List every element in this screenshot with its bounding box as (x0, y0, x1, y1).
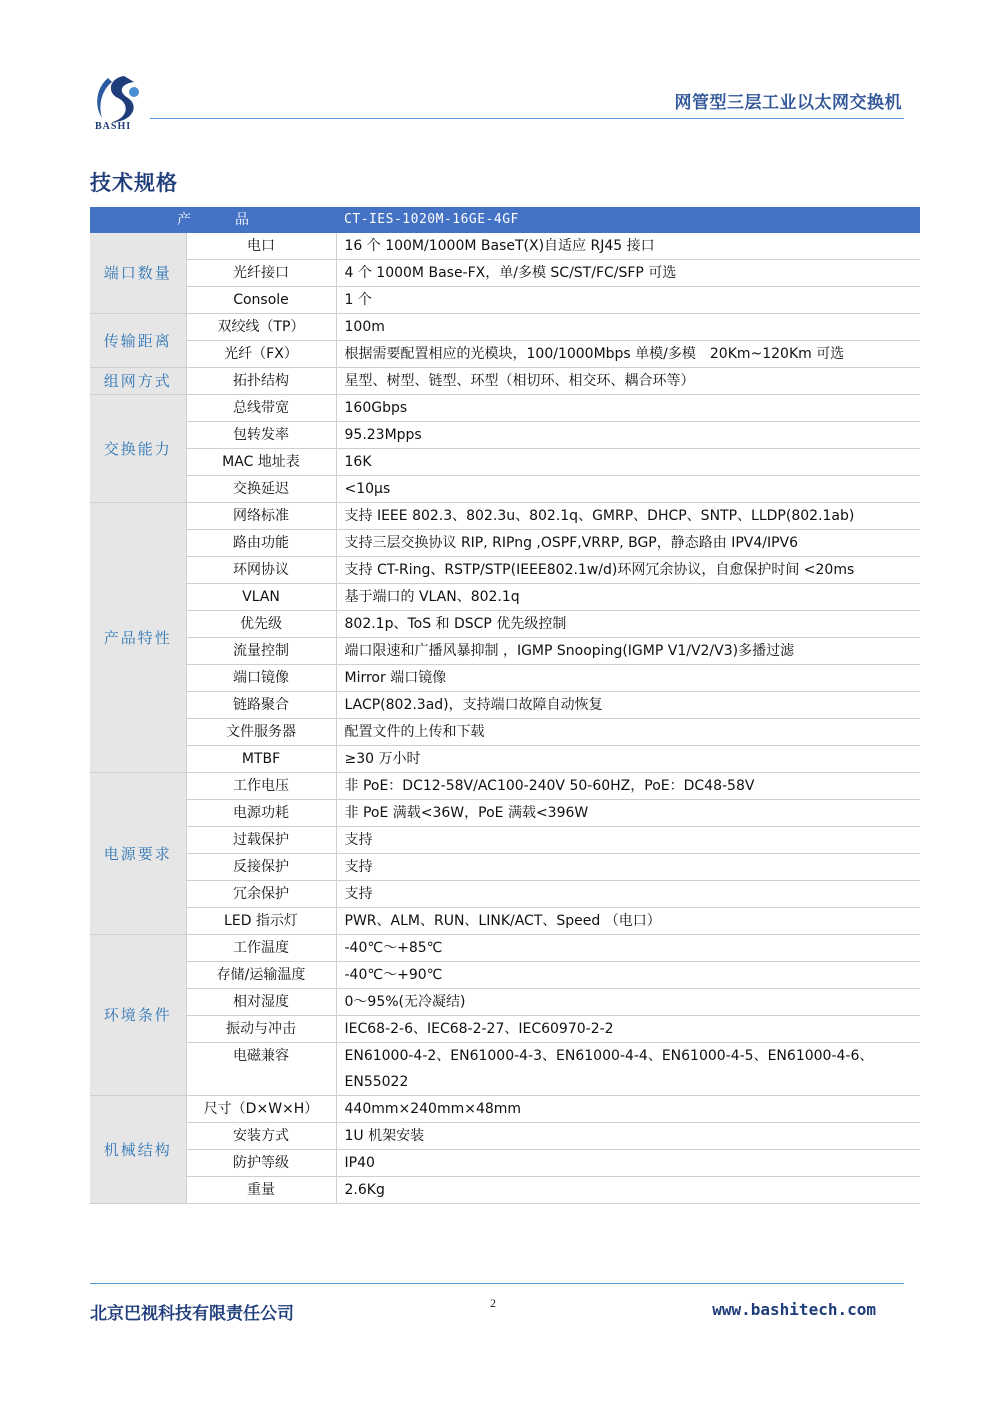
table-row (90, 800, 920, 827)
category-cell: 机械结构 (90, 1096, 186, 1204)
table-header-row (90, 207, 920, 233)
spec-value-cell: -40℃～+85℃ (336, 935, 920, 962)
footer-divider (90, 1283, 904, 1284)
spec-value-cell: 非 PoE：DC12-58V/AC100-240V 50-60HZ，PoE：DC48-58V (336, 773, 920, 800)
table-row (90, 908, 920, 935)
spec-item-cell: 端口镜像 (186, 665, 336, 692)
category-cell: 端口数量 (90, 233, 186, 314)
spec-item-cell: 冗余保护 (186, 881, 336, 908)
spec-value-cell: 440mm×240mm×48mm (336, 1096, 920, 1123)
table-row (90, 638, 920, 665)
table-row (90, 962, 920, 989)
table-row (90, 881, 920, 908)
spec-item-cell: 交换延迟 (186, 476, 336, 503)
spec-item-cell: 拓扑结构 (186, 368, 336, 395)
table-row (90, 584, 920, 611)
category-cell: 电源要求 (90, 773, 186, 935)
table-row (90, 719, 920, 746)
spec-table (90, 207, 920, 1204)
spec-item-cell: 总线带宽 (186, 395, 336, 422)
table-row (90, 260, 920, 287)
spec-value-cell: 1 个 (336, 287, 920, 314)
section-title: 技术规格 (90, 171, 178, 195)
spec-value-cell: <10μs (336, 476, 920, 503)
spec-value-cell: 支持 (336, 827, 920, 854)
spec-item-cell: 网络标准 (186, 503, 336, 530)
table-row (90, 746, 920, 773)
product-label: 产品 (90, 207, 336, 233)
table-row (90, 395, 920, 422)
document-title: 网管型三层工业以太网交换机 (674, 93, 902, 113)
spec-value-cell: IP40 (336, 1150, 920, 1177)
spec-value-cell: ≥30 万小时 (336, 746, 920, 773)
category-cell: 产品特性 (90, 503, 186, 773)
spec-value-cell: 4 个 1000M Base-FX，单/多模 SC/ST/FC/SFP 可选 (336, 260, 920, 287)
spec-item-cell: 双绞线（TP） (186, 314, 336, 341)
spec-item-cell: VLAN (186, 584, 336, 611)
spec-item-cell: 安装方式 (186, 1123, 336, 1150)
header-divider (150, 118, 904, 119)
table-row (90, 827, 920, 854)
spec-value-cell: 16K (336, 449, 920, 476)
table-row (90, 665, 920, 692)
spec-item-cell: 重量 (186, 1177, 336, 1204)
spec-item-cell: 电磁兼容 (186, 1043, 336, 1096)
table-row (90, 341, 920, 368)
table-row (90, 368, 920, 395)
spec-value-cell: 16 个 100M/1000M BaseT(X)自适应 RJ45 接口 (336, 233, 920, 260)
category-cell: 环境条件 (90, 935, 186, 1096)
category-cell: 交换能力 (90, 395, 186, 503)
spec-item-cell: 包转发率 (186, 422, 336, 449)
spec-item-cell: 相对湿度 (186, 989, 336, 1016)
spec-value-cell: 支持 CT-Ring、RSTP/STP(IEEE802.1w/d)环网冗余协议，自愈保护时间 <20ms (336, 557, 920, 584)
spec-value-cell: 支持 (336, 854, 920, 881)
spec-value-cell: 根据需要配置相应的光模块，100/1000Mbps 单模/多模 20Km~120Km 可选 (336, 341, 920, 368)
spec-item-cell: 链路聚合 (186, 692, 336, 719)
table-row (90, 611, 920, 638)
spec-item-cell: 防护等级 (186, 1150, 336, 1177)
table-row (90, 314, 920, 341)
table-row (90, 287, 920, 314)
spec-value-cell: 0～95%(无冷凝结) (336, 989, 920, 1016)
spec-value-cell: Mirror 端口镜像 (336, 665, 920, 692)
spec-item-cell: 反接保护 (186, 854, 336, 881)
spec-item-cell: 电源功耗 (186, 800, 336, 827)
spec-item-cell: 光纤接口 (186, 260, 336, 287)
footer-url: www.bashitech.com (712, 1300, 876, 1319)
model-number: CT-IES-1020M-16GE-4GF (336, 207, 920, 233)
page-number: 2 (490, 1296, 496, 1310)
spec-item-cell: 光纤（FX） (186, 341, 336, 368)
spec-value-cell: 非 PoE 满载<36W，PoE 满载<396W (336, 800, 920, 827)
spec-item-cell: Console (186, 287, 336, 314)
spec-value-cell: 802.1p、ToS 和 DSCP 优先级控制 (336, 611, 920, 638)
logo-text: BASHI (95, 121, 132, 132)
table-row (90, 1043, 920, 1096)
spec-value-cell: 端口限速和广播风暴抑制 ，IGMP Snooping(IGMP V1/V2/V3)多播过滤 (336, 638, 920, 665)
table-row (90, 233, 920, 260)
spec-item-cell: 电口 (186, 233, 336, 260)
table-row (90, 476, 920, 503)
table-row (90, 503, 920, 530)
spec-item-cell: LED 指示灯 (186, 908, 336, 935)
spec-item-cell: 文件服务器 (186, 719, 336, 746)
spec-value-cell: 支持 IEEE 802.3、802.3u、802.1q、GMRP、DHCP、SNTP、LLDP(802.1ab) (336, 503, 920, 530)
spec-item-cell: 流量控制 (186, 638, 336, 665)
spec-value-cell: EN61000-4-2、EN61000-4-3、EN61000-4-4、EN61000-4-5、EN61000-4-6、EN55022 (336, 1043, 920, 1096)
table-row (90, 530, 920, 557)
table-row (90, 557, 920, 584)
table-row (90, 773, 920, 800)
spec-item-cell: 振动与冲击 (186, 1016, 336, 1043)
table-row (90, 1123, 920, 1150)
category-cell: 组网方式 (90, 368, 186, 395)
spec-item-cell: 路由功能 (186, 530, 336, 557)
table-row (90, 692, 920, 719)
spec-value-cell: 160Gbps (336, 395, 920, 422)
spec-value-cell: 配置文件的上传和下载 (336, 719, 920, 746)
spec-value-cell: 100m (336, 314, 920, 341)
spec-item-cell: 工作电压 (186, 773, 336, 800)
spec-item-cell: 存储/运输温度 (186, 962, 336, 989)
table-row (90, 989, 920, 1016)
table-row (90, 854, 920, 881)
spec-item-cell: MTBF (186, 746, 336, 773)
spec-value-cell: 基于端口的 VLAN、802.1q (336, 584, 920, 611)
table-row (90, 1096, 920, 1123)
spec-value-cell: 支持 (336, 881, 920, 908)
spec-item-cell: 环网协议 (186, 557, 336, 584)
table-row (90, 935, 920, 962)
spec-item-cell: 工作温度 (186, 935, 336, 962)
spec-item-cell: 过载保护 (186, 827, 336, 854)
spec-value-cell: 支持三层交换协议 RIP, RIPng ,OSPF,VRRP, BGP，静态路由 IPV4/IPV6 (336, 530, 920, 557)
table-row (90, 449, 920, 476)
spec-value-cell: 1U 机架安装 (336, 1123, 920, 1150)
spec-item-cell: 优先级 (186, 611, 336, 638)
footer-company: 北京巴视科技有限责任公司 (90, 1304, 294, 1324)
spec-value-cell: PWR、ALM、RUN、LINK/ACT、Speed （电口） (336, 908, 920, 935)
table-row (90, 1150, 920, 1177)
spec-item-cell: 尺寸（D×W×H） (186, 1096, 336, 1123)
spec-value-cell: 2.6Kg (336, 1177, 920, 1204)
spec-value-cell: IEC68-2-6、IEC68-2-27、IEC60970-2-2 (336, 1016, 920, 1043)
table-row (90, 1016, 920, 1043)
spec-value-cell: 95.23Mpps (336, 422, 920, 449)
spec-value-cell: -40℃～+90℃ (336, 962, 920, 989)
table-row (90, 422, 920, 449)
spec-item-cell: MAC 地址表 (186, 449, 336, 476)
category-cell: 传输距离 (90, 314, 186, 368)
spec-value-cell: 星型、树型、链型、环型（相切环、相交环、耦合环等） (336, 368, 920, 395)
spec-value-cell: LACP(802.3ad)，支持端口故障自动恢复 (336, 692, 920, 719)
table-row (90, 1177, 920, 1204)
